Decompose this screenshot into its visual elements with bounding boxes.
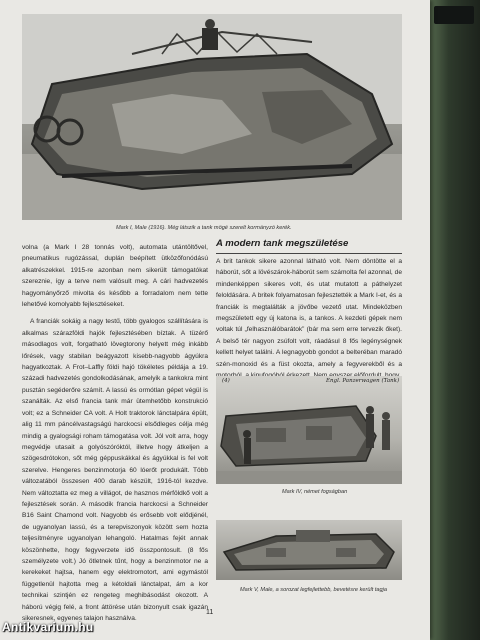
photo-handwriting-title: Engl. Panzerwagen (Tank) xyxy=(326,378,400,384)
left-text-column xyxy=(22,242,208,630)
top-photo-mark-i xyxy=(22,14,402,220)
page-number: 11 xyxy=(206,609,214,616)
left-paragraph: A franciák sokáig a nagy testű, több gyalogos szállítására is alkalmas szárazföldi hajók fejlesztésében bíztak. A tüzérő másodlagos volt, forgatható lövegtorony helyett még inkább lőrések, vagy stabilan beágyazott kisebb-nagyobb ágyúkra hagyatkoztak. A Frot–Laffly földi hajó tökéletes példája a 19. századi hadvezetés gondolkodásának, amelyik a tankokra mint pusztán segéderőre számít. A lassú és ormótlan gépet végül is szanálták. Az első francia tank már ütemhetőbb konstrukció volt; ez a Schneider CA volt. A Holt traktorok lánctalpára épült, alig 11 mm páncélvastagságú harckocsi elsődleges célja még mindig a gyalogsági roham támogatása volt. Jól volt arra, hogy megvédje utasait a golyószóróktól, illetve hogy átkeljen a szögesdrótokon, sőt még géppuskákkal és ágyúkkal is fel volt szerelve. Hengeres benzinmotorja 60 lóerőt produkált. Több változatából összesen 400 darab készült, 1916-tól kezdve. Nem változtatta ez meg a villágot, de hasznos mérföldkő volt a fejlesztések során. A második francia harckocsi a Schneider B16 Saint Chamond volt. Nagyobb és erősebb volt elődjénél, de ugyanolyan lassú, és a terepviszonyok között sem hozta teljesítményre ugyanolyan lehangoló. Hatalmas fejét annak köszönhette, hogy fegyverzete idő összpontosult. (8 fős személyzete volt.) Jó ötletnek tűnt, hogy a benzinmotor ne a kerekeket hajtsa, hanem egy elektromotort, ami egymástól függetlenül hajtotta meg a kétoldali lánctalpat, ám a kor technikai szintjén ez rengeteg meghibásodást okozott. A háború végig felé, a front áttörése után bizonyult csak igazán sikeresnek, egyenes talajon használva. xyxy=(22,318,208,622)
heading-rule xyxy=(216,253,402,254)
tank-illustration-middle xyxy=(216,376,402,484)
book-spine-top xyxy=(434,6,474,24)
bottom-photo-caption: Mark V, Male, a sorozat legfejlettebb, bevetésre került tagja xyxy=(240,587,387,593)
tank-illustration-bottom xyxy=(216,520,402,580)
middle-photo-caption: Mark IV, német fogságban xyxy=(282,489,348,495)
book-spine xyxy=(428,0,480,640)
top-photo-caption: Mark I, Male (1916). Még látszik a tank mögé szerelt kormányzó kerék. xyxy=(116,225,292,231)
photo-handwriting-number: (4) xyxy=(222,378,230,384)
bottom-photo-mark-v xyxy=(216,520,402,580)
right-paragraph: A brit tankok sikere azonnal látható volt. Nem döntötte el a háborút, sőt a lövészárok-háborút sem számolta fel azonnal, de mindenképpen sikeres volt, és utat mutatott a páthelyzet feloldására. A britek folyamatosan fejlesztették a Mark I-et, és a franciák is megtalálták a jövőbe vezető utat. Mindeközben megszületett egy új katona is, a tankos. A kezdeti gépek nem voltak túl „felhasználóbarátok” (bár ma sem erre tervezik őket). A belső tér nagyon zsúfolt volt, ráadásul 8 fős legénységnek kellett helyet találni. A legnagyobb gondot a belteréban maradó szén-monoxid és a füst okozta, amely a fegyverekből és a xyxy=(216,258,402,368)
left-paragraph: volna (a Mark I 28 tonnás volt), automata utántöltővel, pneumatikus rugózással, duplán beépített ütközőfonódású alkatrészekkel. 1915-re azonban nem sikerült támogatókat szereznie, így a terve nem valósult meg. A cári hadvezetés hagyományőrző mivolta és később a forradalom nem tette lehetővé komolyabb fejlesztéseket. xyxy=(22,244,208,309)
section-heading: A modern tank megszületése xyxy=(216,238,349,249)
watermark-logo: Antikvarium.hu xyxy=(2,620,94,634)
middle-photo-mark-iv xyxy=(216,376,402,484)
tank-illustration-top xyxy=(22,14,402,220)
right-text-column xyxy=(216,256,402,387)
